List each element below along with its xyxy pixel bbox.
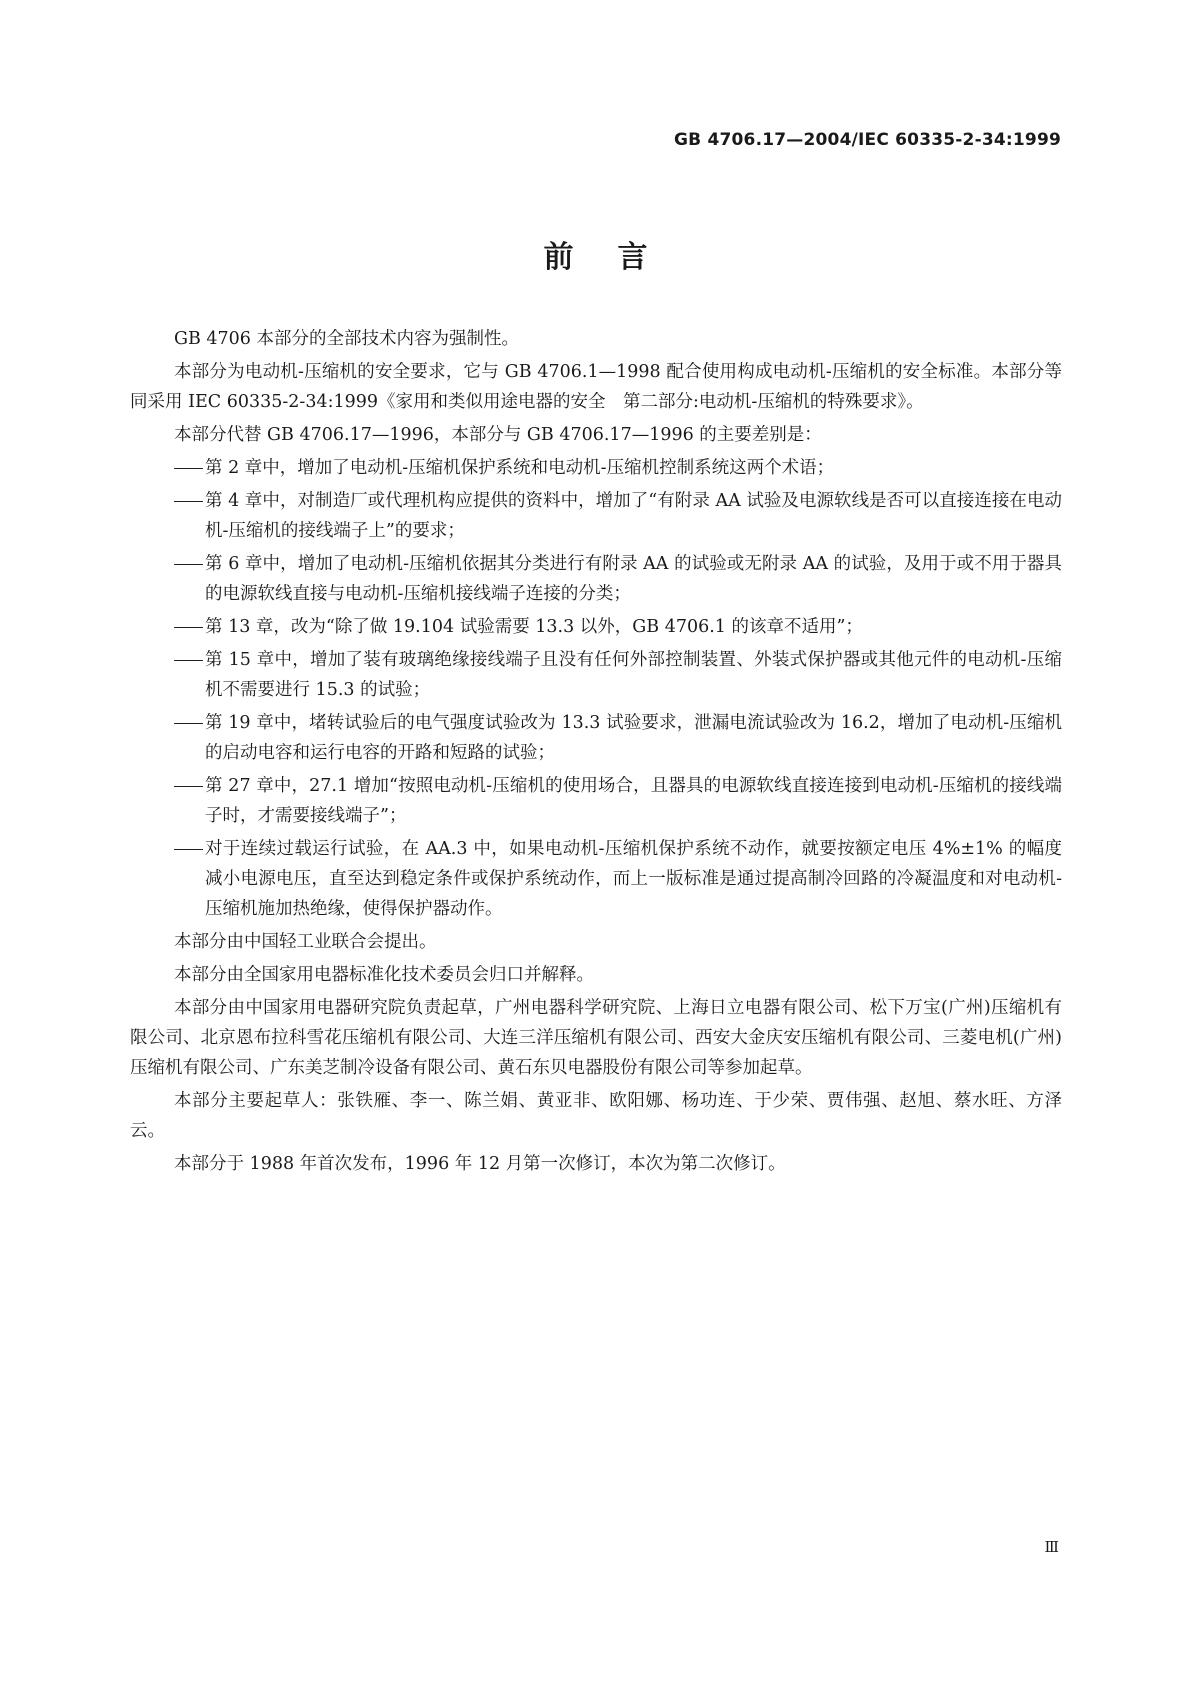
page-title: 前言 (543, 240, 692, 275)
list-item (130, 612, 1062, 642)
list-item (130, 708, 1062, 768)
list-item-text: 第 4 章中，对制造厂或代理机构应提供的资料中，增加了“有附录 AA 试验及电源软线是否可以直接连接在电动机-压缩机的接线端子上”的要求； (205, 491, 1062, 541)
paragraph: GB 4706 本部分的全部技术内容为强制性。 (174, 329, 520, 349)
standard-number: GB 4706.17—2004/IEC 60335-2-34:1999 (674, 130, 1061, 150)
page-number: Ⅲ (1044, 1538, 1059, 1556)
list-item-text: 对于连续过载运行试验，在 AA.3 中，如果电动机-压缩机保护系统不动作，就要按额定电压 4%±1% 的幅度减小电源电压，直至达到稳定条件或保护系统动作，而上一版标准是通过提高制冷回路的冷凝温度和对电动机-压缩机施加热绝缘，使得保护器动作。 (205, 839, 1062, 919)
paragraph: 本部分代替 GB 4706.17—1996，本部分与 GB 4706.17—1996 的主要差别是： (174, 425, 822, 445)
list-item (130, 771, 1062, 831)
list-item-text: 第 15 章中，增加了装有玻璃绝缘接线端子且没有任何外部控制装置、外装式保护器或其他元件的电动机-压缩机不需要进行 15.3 的试验； (205, 650, 1062, 700)
list-item (130, 645, 1062, 705)
list-item-text: 第 6 章中，增加了电动机-压缩机依据其分类进行有附录 AA 的试验或无附录 AA 的试验，及用于或不用于器具的电源软线直接与电动机-压缩机接线端子连接的分类； (205, 554, 1062, 604)
paragraph: 本部分由中国轻工业联合会提出。 (174, 932, 437, 952)
list-item-text: 第 13 章，改为“除了做 19.104 试验需要 13.3 以外，GB 4706.1 的该章不适用”； (205, 617, 863, 637)
list-item-text: 第 27 章中，27.1 增加“按照电动机-压缩机的使用场合，且器具的电源软线直接连接到电动机-压缩机的接线端子时，才需要接线端子”； (205, 776, 1062, 826)
list-item (130, 453, 1062, 483)
list-item-text: 第 2 章中，增加了电动机-压缩机保护系统和电动机-压缩机控制系统这两个术语； (205, 458, 835, 478)
foreword-body (130, 324, 1062, 1182)
list-item-text: 第 19 章中，堵转试验后的电气强度试验改为 13.3 试验要求，泄漏电流试验改为 16.2，增加了电动机-压缩机的启动电容和运行电容的开路和短路的试验； (205, 713, 1062, 763)
paragraph: 本部分由中国家用电器研究院负责起草，广州电器科学研究院、上海日立电器有限公司、松下万宝(广州)压缩机有限公司、北京恩布拉科雪花压缩机有限公司、大连三洋压缩机有限公司、西安大金庆安压缩机有限公司、三菱电机(广州)压缩机有限公司、广东美芝制冷设备有限公司、黄石东贝电器股份有限公司等参加起草。 (130, 998, 1062, 1078)
paragraph: 本部分为电动机-压缩机的安全要求，它与 GB 4706.1—1998 配合使用构成电动机-压缩机的安全标准。本部分等同采用 IEC 60335-2-34:1999《家用和类似用途电器的安全 第二部分:电动机-压缩机的特殊要求》。 (130, 362, 1062, 412)
list-item (130, 549, 1062, 609)
differences-list (130, 453, 1062, 924)
paragraph: 本部分由全国家用电器标准化技术委员会归口并解释。 (174, 965, 594, 985)
list-item (130, 486, 1062, 546)
paragraph: 本部分于 1988 年首次发布，1996 年 12 月第一次修订，本次为第二次修订。 (174, 1154, 786, 1174)
list-item (130, 834, 1062, 924)
paragraph: 本部分主要起草人：张铁雁、李一、陈兰娟、黄亚非、欧阳娜、杨功连、于少荣、贾伟强、赵旭、蔡水旺、方泽云。 (130, 1091, 1062, 1141)
